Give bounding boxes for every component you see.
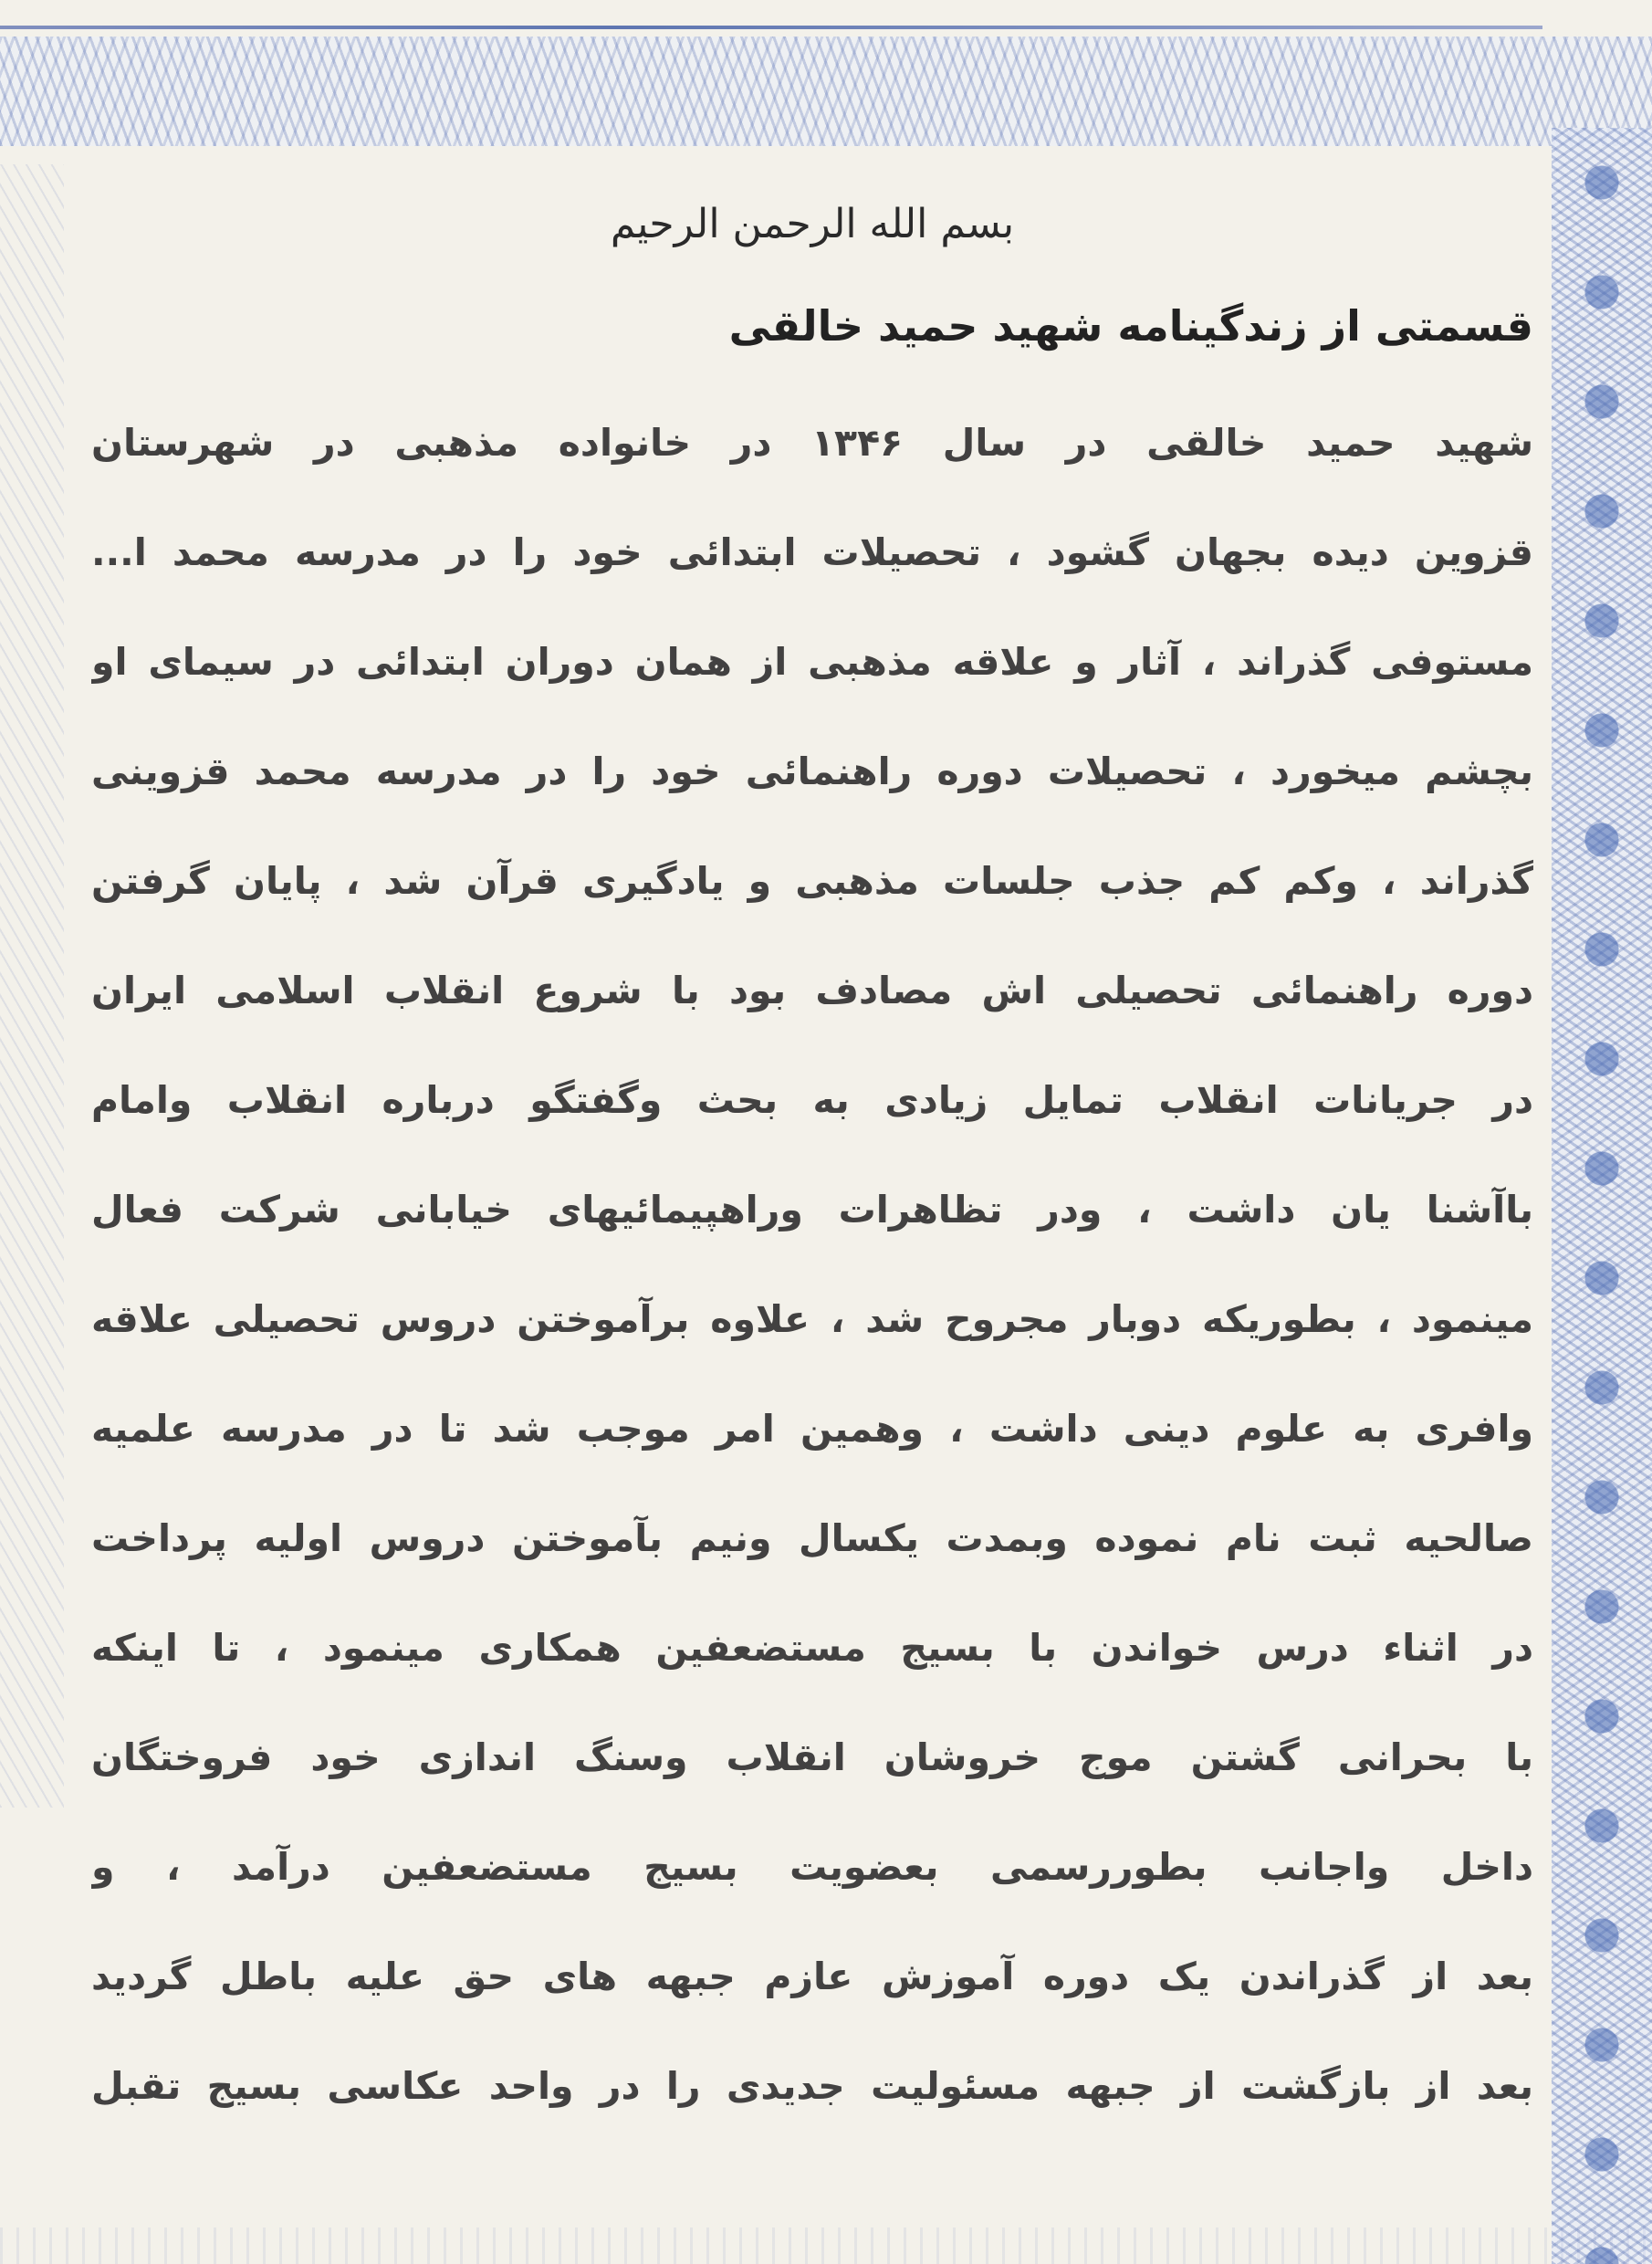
text-line: در اثناء درس خواندن با بسیج مستضعفین همکاری مینمود ، تا اینکه [91,1626,1533,1670]
text-line: در جریانات انقلاب تمایل زیادی به بحث وگفتگو درباره انقلاب وامام [91,1078,1533,1122]
document-heading: قسمتی از زندگینامه شهید حمید خالقی [728,301,1533,351]
text-line: باآشنا یان داشت ، ودر تظاهرات وراهپیمائیهای خیابانی شرکت فعال [91,1188,1533,1232]
right-decorative-border [1552,128,1652,2264]
text-line: مستوفی گذراند ، آثار و علاقه مذهبی از همان دوران ابتدائی در سیمای او [91,640,1533,684]
left-faded-border [0,164,64,1808]
text-line: قزوین دیده بجهان گشود ، تحصیلات ابتدائی خود را در مدرسه محمد ا... [91,530,1533,574]
top-decorative-border [0,37,1652,146]
text-line: دوره راهنمائی تحصیلی اش مصادف بود با شروع انقلاب اسلامی ایران [91,969,1533,1012]
text-line: صالحیه ثبت نام نموده وبمدت یکسال ونیم بآموختن دروس اولیه پرداخت [91,1516,1533,1560]
top-border-line [0,26,1542,29]
text-line: وافری به علوم دینی داشت ، وهمین امر موجب شد تا در مدرسه علمیه [91,1407,1533,1451]
text-line: گذراند ، وکم کم جذب جلسات مذهبی و یادگیری قرآن شد ، پایان گرفتن [91,859,1533,903]
text-line: داخل واجانب بطوررسمی بعضویت بسیج مستضعفین درآمد ، و [91,1845,1533,1889]
text-line: مینمود ، بطوریکه دوبار مجروح شد ، علاوه برآموختن دروس تحصیلی علاقه [91,1297,1533,1341]
document-body [91,183,1533,2209]
basmala: بسم الله الرحمن الرحیم [610,201,1015,247]
bottom-faded-border [0,2227,1652,2264]
text-line: بعد از گذراندن یک دوره آموزش عازم جبهه های حق علیه باطل گردید [91,1955,1533,1998]
text-line: شهید حمید خالقی در سال ۱۳۴۶ در خانواده مذهبی در شهرستان [91,421,1533,465]
text-line: با بحرانی گشتن موج خروشان انقلاب وسنگ اندازی خود فروختگان [91,1735,1533,1779]
text-line: بچشم میخورد ، تحصیلات دوره راهنمائی خود را در مدرسه محمد قزوینی [91,749,1533,793]
text-line: بعد از بازگشت از جبهه مسئولیت جدیدی را در واحد عکاسی بسیج تقبل [91,2064,1533,2108]
